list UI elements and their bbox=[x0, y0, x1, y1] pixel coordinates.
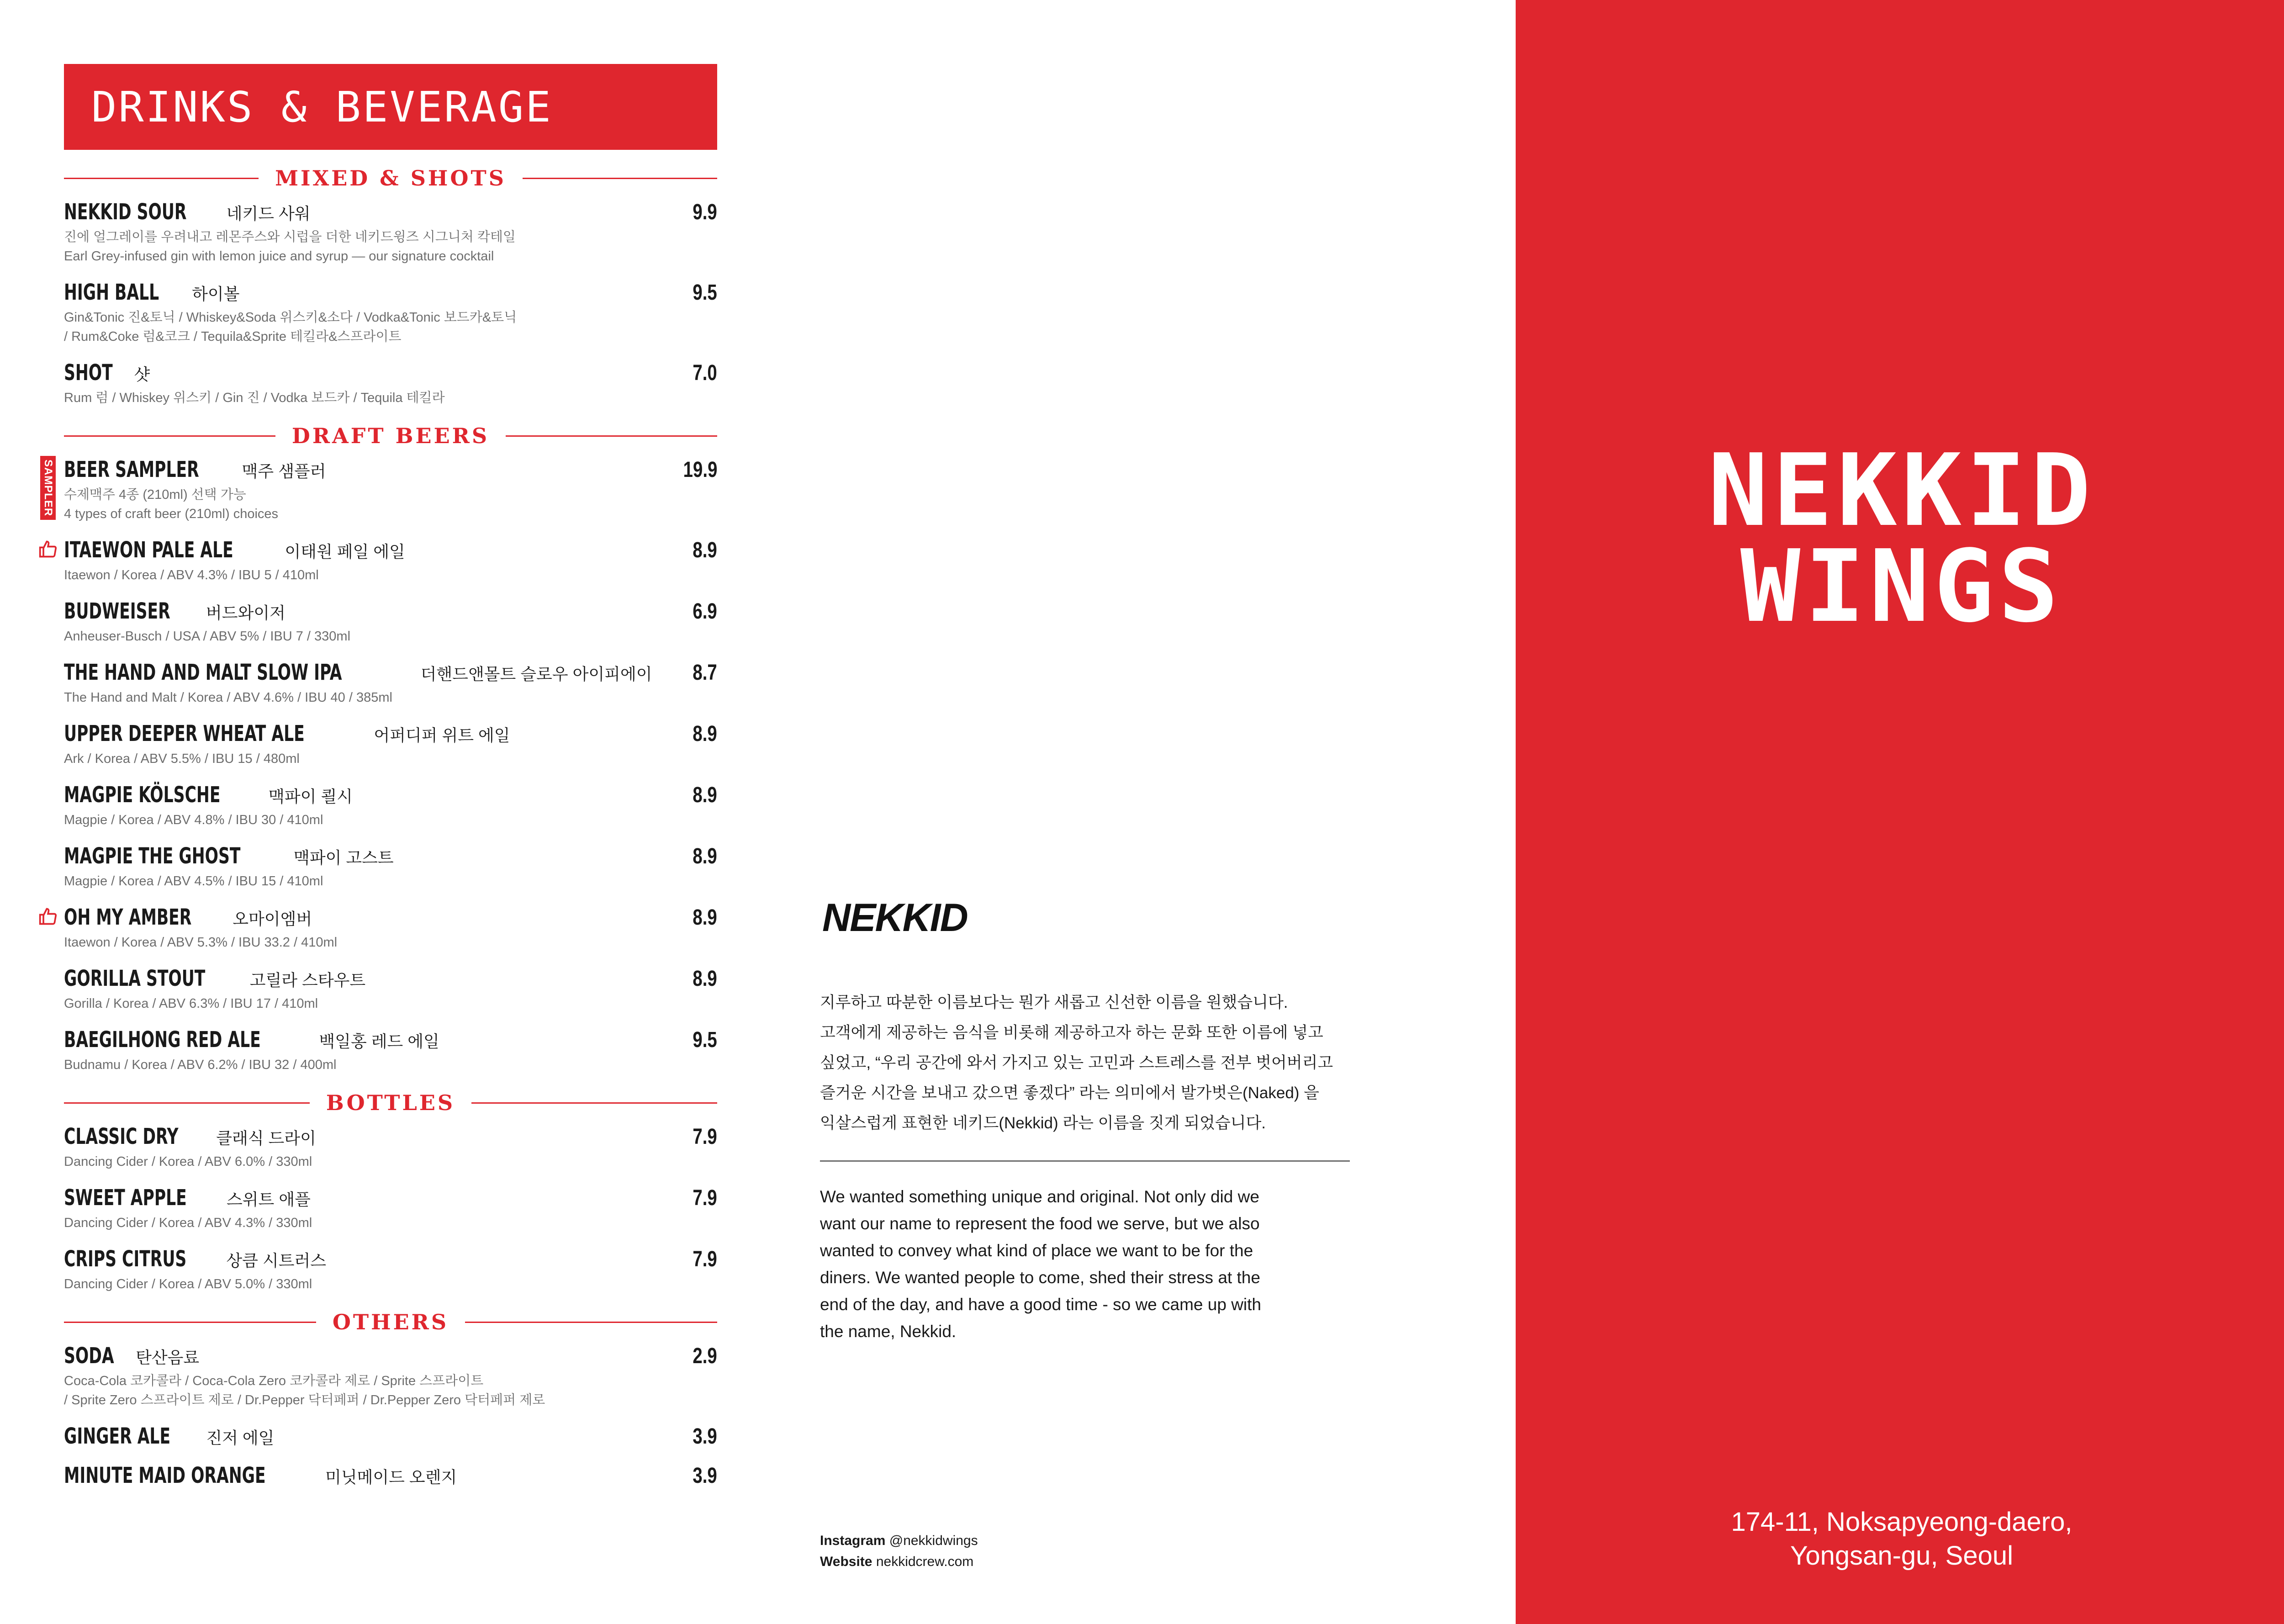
menu-item bbox=[42, 457, 717, 524]
website-label: Website bbox=[820, 1554, 872, 1569]
item-name bbox=[64, 1246, 326, 1272]
item-name-ko: 오마이엠버 bbox=[233, 910, 312, 928]
item-name-en: MAGPIE KÖLSCHE bbox=[64, 782, 221, 808]
item-name-ko: 맥파이 쾰시 bbox=[269, 787, 353, 806]
item-description bbox=[64, 627, 717, 646]
item-description-line: / Sprite Zero 스프라이트 제로 / Dr.Pepper 닥터페퍼 / Dr.Pepper Zero 닥터페퍼 제로 bbox=[64, 1393, 545, 1407]
item-row bbox=[64, 280, 717, 305]
item-name-ko: 진저 에일 bbox=[206, 1428, 275, 1447]
item-row bbox=[64, 905, 717, 930]
menu-item bbox=[64, 660, 717, 707]
item-name bbox=[64, 1124, 316, 1149]
item-name-en: SWEET APPLE bbox=[64, 1185, 187, 1211]
item-name bbox=[64, 280, 239, 305]
website-row bbox=[820, 1551, 978, 1572]
item-price: 3.9 bbox=[693, 1424, 717, 1449]
section-rule bbox=[506, 435, 717, 437]
item-price: 9.5 bbox=[693, 1028, 717, 1052]
item-price: 7.0 bbox=[693, 361, 717, 385]
item-price: 8.9 bbox=[693, 905, 717, 930]
item-name-en: UPPER DEEPER WHEAT ALE bbox=[64, 721, 305, 746]
item-description bbox=[64, 1055, 717, 1074]
section-title: OTHERS bbox=[332, 1310, 449, 1334]
section-header bbox=[64, 1309, 717, 1335]
item-row bbox=[64, 360, 717, 386]
menu-item bbox=[64, 598, 717, 646]
section-rule bbox=[64, 1102, 310, 1104]
item-price: 3.9 bbox=[693, 1464, 717, 1488]
item-price: 7.9 bbox=[693, 1186, 717, 1210]
item-price: 19.9 bbox=[683, 458, 717, 482]
menu-item bbox=[64, 1124, 717, 1171]
item-name-en: NEKKID SOUR bbox=[64, 199, 187, 225]
thumbs-up-icon bbox=[38, 539, 58, 559]
item-name-ko: 탄산음료 bbox=[136, 1348, 200, 1367]
section-header bbox=[64, 423, 717, 449]
story-divider bbox=[820, 1160, 1350, 1162]
item-name-ko: 맥파이 고스트 bbox=[294, 848, 394, 867]
item-description bbox=[64, 1275, 717, 1294]
item-row bbox=[64, 1246, 717, 1272]
story-en-line: end of the day, and have a good time - so we came up with bbox=[820, 1295, 1262, 1314]
section-header bbox=[64, 165, 717, 191]
item-name bbox=[64, 1027, 439, 1053]
menu-item bbox=[64, 1185, 717, 1233]
item-name bbox=[64, 598, 286, 624]
item-description bbox=[64, 1213, 717, 1233]
item-description bbox=[64, 749, 717, 768]
item-row bbox=[64, 1463, 717, 1488]
cover-panel bbox=[1516, 0, 2284, 1624]
item-description-line: Magpie / Korea / ABV 4.5% / IBU 15 / 410ml bbox=[64, 874, 323, 889]
menu-title: DRINKS & BEVERAGE bbox=[91, 82, 553, 132]
item-price: 8.9 bbox=[693, 967, 717, 991]
item-description-line: The Hand and Malt / Korea / ABV 4.6% / IBU 40 / 385ml bbox=[64, 690, 392, 705]
item-row bbox=[64, 660, 717, 685]
item-name bbox=[64, 199, 311, 225]
item-description bbox=[64, 1152, 717, 1171]
menu-item bbox=[64, 1027, 717, 1074]
section-rule bbox=[64, 435, 275, 437]
item-name bbox=[64, 457, 326, 482]
item-name-en: SODA bbox=[64, 1343, 114, 1369]
section-rule bbox=[64, 178, 259, 179]
item-row bbox=[64, 598, 717, 624]
brand-title bbox=[1516, 433, 2284, 645]
item-name-en: ITAEWON PALE ALE bbox=[64, 537, 233, 563]
story-en-line: the name, Nekkid. bbox=[820, 1322, 957, 1341]
item-name-en: OH MY AMBER bbox=[64, 905, 192, 930]
item-name-ko: 하이볼 bbox=[192, 285, 240, 303]
item-description-line: 수제맥주 4종 (210ml) 선택 가능 bbox=[64, 487, 246, 502]
item-row bbox=[64, 843, 717, 869]
item-name-ko: 클래식 드라이 bbox=[216, 1129, 316, 1148]
menu-sections bbox=[42, 165, 717, 1488]
menu-item bbox=[64, 1423, 717, 1449]
item-name-ko: 미닛메이드 오렌지 bbox=[325, 1468, 457, 1486]
story-en-line: We wanted something unique and original. Not only did we bbox=[820, 1187, 1259, 1206]
item-price: 8.7 bbox=[693, 661, 717, 685]
story-ko-line: 지루하고 따분한 이름보다는 뭔가 새롭고 신선한 이름을 원했습니다. bbox=[820, 994, 1288, 1011]
item-name-en: GORILLA STOUT bbox=[64, 966, 206, 991]
menu-item bbox=[64, 721, 717, 768]
item-price: 8.9 bbox=[693, 844, 717, 868]
item-name-ko: 더핸드앤몰트 슬로우 아이피에이 bbox=[420, 665, 652, 683]
item-name-ko: 상큼 시트러스 bbox=[226, 1251, 327, 1270]
brand-title-line: WINGS bbox=[1740, 529, 2063, 645]
instagram-row bbox=[820, 1530, 978, 1551]
item-description bbox=[64, 308, 717, 346]
item-name bbox=[64, 537, 405, 563]
item-description-line: Dancing Cider / Korea / ABV 5.0% / 330ml bbox=[64, 1277, 312, 1291]
sampler-badge-label: SAMPLER bbox=[42, 459, 54, 517]
contact-info bbox=[820, 1530, 978, 1572]
item-price: 9.5 bbox=[693, 280, 717, 305]
item-name-en: SHOT bbox=[64, 360, 113, 386]
item-description-line: Ark / Korea / ABV 5.5% / IBU 15 / 480ml bbox=[64, 751, 300, 766]
item-row bbox=[64, 1027, 717, 1053]
website-link[interactable]: nekkidcrew.com bbox=[876, 1554, 974, 1569]
item-name-ko: 어퍼디퍼 위트 에일 bbox=[374, 726, 510, 745]
section-rule bbox=[465, 1322, 717, 1323]
section-rule bbox=[64, 1322, 316, 1323]
story-ko-line: 익살스럽게 표현한 네키드(Nekkid) 라는 이름을 짓게 되었습니다. bbox=[820, 1114, 1266, 1132]
item-name-ko: 샷 bbox=[134, 365, 150, 384]
item-row bbox=[64, 1185, 717, 1211]
item-name bbox=[64, 905, 312, 930]
address-line: Yongsan-gu, Seoul bbox=[1790, 1541, 2014, 1571]
item-description-line: Gorilla / Korea / ABV 6.3% / IBU 17 / 410ml bbox=[64, 996, 318, 1011]
item-row bbox=[64, 537, 717, 563]
item-description bbox=[64, 933, 717, 952]
item-description bbox=[64, 566, 717, 585]
address bbox=[1516, 1505, 2284, 1573]
menu-item bbox=[64, 537, 717, 585]
item-price: 8.9 bbox=[693, 783, 717, 807]
menu-header bbox=[64, 64, 717, 150]
item-price: 8.9 bbox=[693, 722, 717, 746]
item-description bbox=[64, 485, 717, 524]
menu-item bbox=[64, 1463, 717, 1488]
item-price: 8.9 bbox=[693, 538, 717, 562]
item-name-en: MAGPIE THE GHOST bbox=[64, 843, 241, 869]
item-row bbox=[64, 966, 717, 991]
item-name-ko: 스위트 애플 bbox=[226, 1190, 311, 1209]
menu-item bbox=[64, 360, 717, 407]
thumbs-up-icon bbox=[38, 906, 58, 926]
item-row bbox=[64, 199, 717, 225]
item-description-line: / Rum&Coke 럼&코크 / Tequila&Sprite 테킬라&스프라이트 bbox=[64, 329, 402, 344]
item-price: 7.9 bbox=[693, 1247, 717, 1271]
item-description bbox=[64, 994, 717, 1013]
item-name-ko: 고릴라 스타우트 bbox=[249, 971, 366, 989]
item-description-line: Anheuser-Busch / USA / ABV 5% / IBU 7 / 330ml bbox=[64, 629, 351, 644]
item-name bbox=[64, 782, 353, 808]
story-korean bbox=[820, 988, 1359, 1138]
story-ko-line: 싶었고, “우리 공간에 와서 가지고 있는 고민과 스트레스를 전부 벗어버리고 bbox=[820, 1054, 1333, 1072]
instagram-label: Instagram bbox=[820, 1533, 886, 1548]
item-name bbox=[64, 1343, 199, 1369]
item-name bbox=[64, 843, 394, 869]
item-row bbox=[64, 1343, 717, 1369]
item-row bbox=[64, 1423, 717, 1449]
item-description-line: 진에 얼그레이를 우려내고 레몬주스와 시럽을 더한 네키드윙즈 시그니처 칵테일 bbox=[64, 230, 516, 244]
item-row bbox=[64, 1124, 717, 1149]
section-rule bbox=[471, 1102, 717, 1104]
item-price: 6.9 bbox=[693, 599, 717, 624]
section-title: MIXED & SHOTS bbox=[275, 166, 506, 190]
item-name bbox=[64, 966, 365, 991]
sampler-badge bbox=[40, 456, 56, 520]
item-description bbox=[64, 1371, 717, 1410]
story-en-line: diners. We wanted people to come, shed their stress at the bbox=[820, 1268, 1260, 1287]
item-description-line: Budnamu / Korea / ABV 6.2% / IBU 32 / 400ml bbox=[64, 1058, 337, 1072]
item-name-ko: 백일홍 레드 에일 bbox=[319, 1032, 439, 1051]
story-en-line: wanted to convey what kind of place we want to be for the bbox=[820, 1241, 1253, 1260]
item-name-ko: 이태원 페일 에일 bbox=[285, 542, 405, 561]
item-row bbox=[64, 721, 717, 746]
story-english bbox=[820, 1183, 1350, 1345]
story-ko-line: 즐거운 시간을 보내고 갔으면 좋겠다” 라는 의미에서 발가벗은(Naked) 을 bbox=[820, 1084, 1319, 1102]
item-name-en: THE HAND AND MALT SLOW IPA bbox=[64, 660, 342, 685]
address-line: 174-11, Noksapyeong-daero, bbox=[1731, 1507, 2073, 1537]
menu-item bbox=[64, 199, 717, 266]
item-name-en: GINGER ALE bbox=[64, 1423, 171, 1449]
menu-item bbox=[64, 905, 717, 952]
menu-item bbox=[64, 966, 717, 1013]
item-name bbox=[64, 1423, 274, 1449]
item-description bbox=[64, 688, 717, 707]
item-name bbox=[64, 1185, 311, 1211]
item-name-ko: 버드와이저 bbox=[206, 603, 286, 622]
item-price: 2.9 bbox=[693, 1344, 717, 1368]
menu-item bbox=[64, 782, 717, 830]
item-description-line: Magpie / Korea / ABV 4.8% / IBU 30 / 410ml bbox=[64, 813, 323, 827]
nekkid-logo: NEKKID bbox=[822, 896, 968, 940]
brand-title-line: NEKKID bbox=[1708, 433, 2095, 549]
item-description-line: Gin&Tonic 진&토닉 / Whiskey&Soda 위스키&소다 / Vodka&Tonic 보드카&토닉 bbox=[64, 310, 517, 325]
item-name-en: HIGH BALL bbox=[64, 280, 159, 305]
item-description-line: Dancing Cider / Korea / ABV 6.0% / 330ml bbox=[64, 1154, 312, 1169]
item-description-line: Coca-Cola 코카콜라 / Coca-Cola Zero 코카콜라 제로 / Sprite 스프라이트 bbox=[64, 1374, 484, 1388]
section-rule bbox=[523, 178, 717, 179]
section-header bbox=[64, 1090, 717, 1116]
menu-item bbox=[64, 1343, 717, 1410]
item-row bbox=[64, 457, 717, 482]
item-name-en: BAEGILHONG RED ALE bbox=[64, 1027, 261, 1053]
item-description bbox=[64, 388, 717, 407]
item-price: 7.9 bbox=[693, 1125, 717, 1149]
item-description bbox=[64, 872, 717, 891]
item-description bbox=[64, 227, 717, 266]
item-row bbox=[64, 782, 717, 808]
item-name bbox=[64, 360, 150, 386]
item-description-line: Rum 럼 / Whiskey 위스키 / Gin 진 / Vodka 보드카 / Tequila 테킬라 bbox=[64, 391, 445, 405]
item-name bbox=[64, 660, 652, 685]
item-description-line: Earl Grey-infused gin with lemon juice and syrup — our signature cocktail bbox=[64, 249, 494, 264]
item-name-ko: 맥주 샘플러 bbox=[242, 462, 326, 481]
drinks-menu bbox=[42, 64, 717, 1502]
menu-item bbox=[64, 843, 717, 891]
item-name bbox=[64, 1463, 457, 1488]
item-price: 9.9 bbox=[693, 200, 717, 224]
section-title: DRAFT BEERS bbox=[291, 423, 490, 448]
item-name-en: CRIPS CITRUS bbox=[64, 1246, 187, 1272]
item-description-line: Dancing Cider / Korea / ABV 4.3% / 330ml bbox=[64, 1216, 312, 1230]
item-description-line: Itaewon / Korea / ABV 5.3% / IBU 33.2 / 410ml bbox=[64, 935, 338, 950]
section-title: BOTTLES bbox=[326, 1090, 455, 1115]
item-name bbox=[64, 721, 510, 746]
item-name-en: BEER SAMPLER bbox=[64, 457, 199, 482]
item-name-en: MINUTE MAID ORANGE bbox=[64, 1463, 266, 1488]
instagram-handle[interactable]: @nekkidwings bbox=[889, 1533, 978, 1548]
item-description-line: 4 types of craft beer (210ml) choices bbox=[64, 507, 279, 521]
item-description-line: Itaewon / Korea / ABV 4.3% / IBU 5 / 410ml bbox=[64, 568, 319, 582]
story-en-line: want our name to represent the food we serve, but we also bbox=[820, 1214, 1260, 1233]
story-ko-line: 고객에게 제공하는 음식을 비롯해 제공하고자 하는 문화 또한 이름에 넣고 bbox=[820, 1024, 1323, 1042]
item-name-en: BUDWEISER bbox=[64, 598, 170, 624]
item-name-ko: 네키드 사워 bbox=[226, 204, 311, 223]
item-description bbox=[64, 810, 717, 830]
item-name-en: CLASSIC DRY bbox=[64, 1124, 179, 1149]
menu-item bbox=[64, 1246, 717, 1294]
menu-item bbox=[64, 280, 717, 346]
